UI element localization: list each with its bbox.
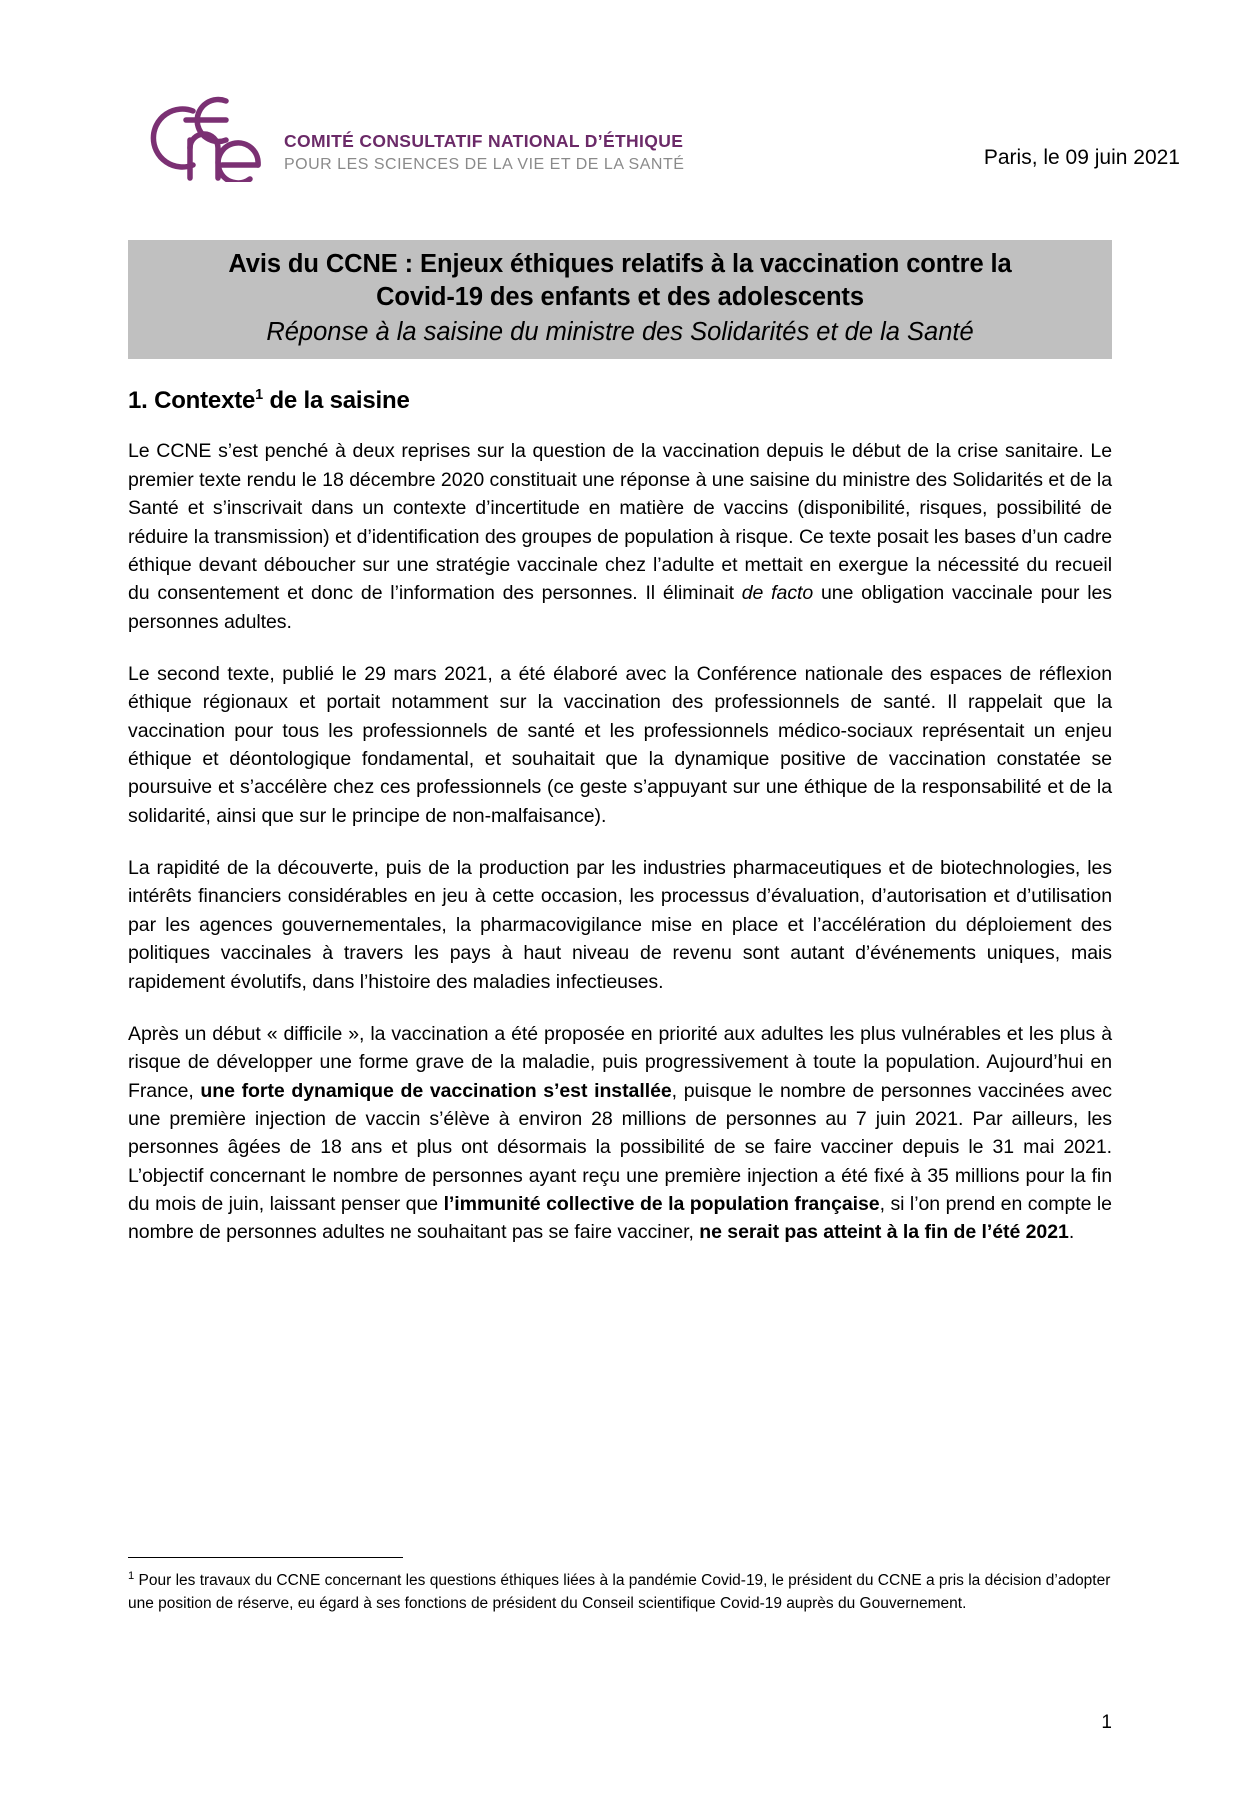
document-title-block: [128, 240, 1112, 359]
paragraph-4-bold-non-atteint: ne serait pas atteint à la fin de l’été 2021: [699, 1221, 1069, 1244]
ccne-name-line-2: POUR LES SCIENCES DE LA VIE ET DE LA SANTÉ: [284, 156, 685, 174]
ccne-name-line-1: COMITÉ CONSULTATIF NATIONAL D’ÉTHIQUE: [284, 131, 684, 152]
paragraph-1-part-b: une obligation vaccinale pour les personnes adultes.: [128, 582, 1112, 633]
footnote-body-text: Pour les travaux du CCNE concernant les questions éthiques liées à la pandémie Covid-19, le président du CCNE a pris la décision d’adopter une position de réserve, eu égard à ses fonctions de président du Conseil scientifique Covid-19 auprès du Gouvernement.: [128, 1572, 1111, 1612]
ccne-wordmark: [284, 130, 684, 182]
ccne-monogram-logo: [130, 70, 270, 182]
paragraph-2: Le second texte, publié le 29 mars 2021, a été élaboré avec la Conférence nationale des espaces de réflexion éthique régionaux et portait notamment sur la vaccination des professionnels de santé. Il rappelait que la vaccination pour tous les professionnels de santé et les professionnels médico-sociaux représentait un enjeu éthique et déontologique fondamental, et souhaitait que la dynamique positive de vaccination constatée se poursuive et s’accélère chez ces professionnels (ce geste s’appuyant sur une éthique de la responsabilité et de la solidarité, ainsi que sur le principe de non-malfaisance).: [128, 662, 1112, 827]
footnote-separator-rule: [128, 1557, 403, 1558]
document-header: [0, 62, 1240, 222]
paragraph-4-bold-dynamique: une forte dynamique de vaccination s’est installée: [200, 1079, 672, 1102]
ccne-branding: [130, 70, 684, 182]
paragraph-1: [128, 437, 1112, 636]
section-heading-rest: de la saisine: [262, 387, 410, 415]
paragraph-4: [128, 1020, 1112, 1247]
paragraph-1-part-a: Le CCNE s’est penché à deux reprises sur la question de la vaccination depuis le début de la crise sanitaire. Le premier texte rendu le 18 décembre 2020 constituait une réponse à une saisine du ministre des Solidarités et de la Santé et s’inscrivait dans un contexte d’incertitude en matière de vaccins (disponibilité, risques, possibilité de réduire la transmission) et d’identification des groupes de population à risque. Ce texte posait les bases d’un cadre éthique devant déboucher sur une stratégie vaccinale chez l’adulte et mettait en exergue la nécessité du recueil du consentement et donc de l’information des personnes. Il éliminait: [128, 440, 1112, 605]
paragraph-4-part-a: Après un début « difficile », la vaccination a été proposée en priorité aux adultes les plus vulnérables et les plus à risque de développer une forme grave de la maladie, puis progressivement à toute la population. Aujourd’hui en France,: [128, 1022, 1112, 1102]
paragraph-4-part-b: , puisque le nombre de personnes vaccinées avec une première injection de vaccin s’élève à environ 28 millions de personnes au 7 juin 2021. Par ailleurs, les personnes âgées de 18 ans et plus ont désormais la possibilité de se faire vacciner depuis le 31 mai 2021. L’objectif concernant le nombre de personnes ayant reçu une première injection a été fixé à 35 millions pour la fin du mois de juin, laissant penser que: [128, 1079, 1112, 1216]
title-line-2: Covid-19 des enfants et des adolescents: [376, 283, 864, 312]
paragraph-4-bold-immunite: l’immunité collective de la population française: [443, 1193, 880, 1216]
paragraph-3: La rapidité de la découverte, puis de la production par les industries pharmaceutiques et de biotechnologies, les intérêts financiers considérables en jeu à cette occasion, les processus d’évaluation, d’autorisation et d’utilisation par les agences gouvernementales, la pharmacovigilance mise en place et l’accélération du déploiement des politiques vaccinales à travers les pays à haut niveau de revenu sont autant d’événements uniques, mais rapidement évolutifs, dans l’histoire des maladies infectieuses.: [128, 857, 1112, 993]
title-line-1: Avis du CCNE : Enjeux éthiques relatifs à la vaccination contre la: [228, 250, 1012, 278]
document-page: [0, 62, 1240, 1817]
title-subtitle: Réponse à la saisine du ministre des Solidarités et de la Santé: [266, 318, 974, 347]
paragraph-4-part-d: .: [1068, 1221, 1075, 1244]
document-date: Paris, le 09 juin 2021: [983, 146, 1180, 169]
footnote-marker: 1: [128, 1570, 135, 1582]
footnote-area: [128, 1557, 1112, 1615]
section-heading-contexte: [128, 387, 1112, 415]
page-number: 1: [1101, 1712, 1112, 1733]
section-heading-footnote-marker: 1: [255, 387, 263, 404]
document-body: [128, 387, 1112, 1246]
paragraph-4-part-c: , si l’on prend en compte le nombre de personnes adultes ne souhaitant pas se faire vacciner,: [128, 1193, 1112, 1244]
paragraph-1-italic-de-facto: de facto: [741, 582, 814, 605]
footnote-1: [128, 1568, 1112, 1615]
section-heading-text: 1. Contexte: [128, 387, 256, 415]
